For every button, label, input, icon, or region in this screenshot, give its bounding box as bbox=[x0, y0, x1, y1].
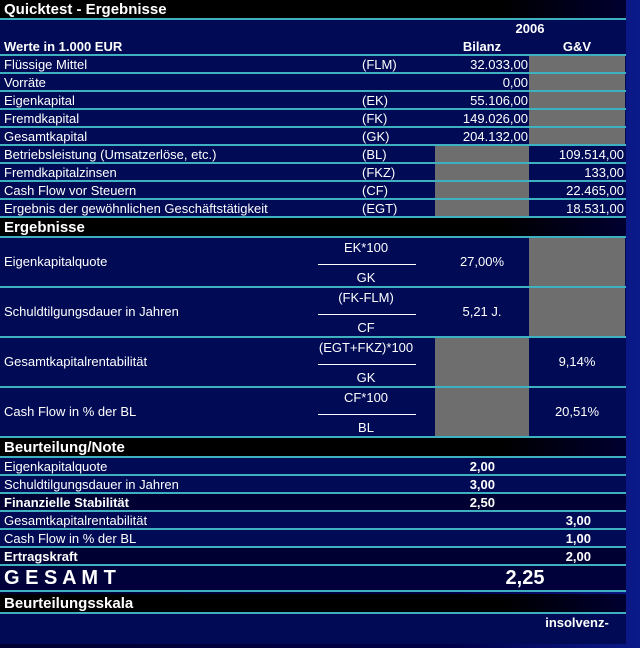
scale-row bbox=[0, 614, 626, 644]
rating-row bbox=[0, 494, 626, 512]
row-label: Fremdkapitalzinsen bbox=[4, 165, 117, 180]
input-row bbox=[0, 74, 626, 92]
fraction-line bbox=[318, 314, 416, 315]
input-row bbox=[0, 182, 626, 200]
bilanz-value: 0,00 bbox=[502, 75, 528, 90]
formula-denominator: GK bbox=[356, 270, 376, 285]
guv-value: 18.531,00 bbox=[566, 201, 624, 216]
row-abbr: (CF) bbox=[362, 183, 388, 198]
bilanz-value: 149.026,00 bbox=[462, 111, 528, 126]
rating-label: Gesamtkapitalrentabilität bbox=[4, 513, 148, 528]
guv-grade: 3,00 bbox=[565, 513, 591, 528]
rating-row bbox=[0, 476, 626, 494]
bilanz-value-empty bbox=[435, 182, 529, 198]
sheet-title: Quicktest - Ergebnisse bbox=[0, 0, 626, 20]
bilanz-value-empty bbox=[435, 146, 529, 162]
row-label: Vorräte bbox=[4, 75, 46, 90]
input-row bbox=[0, 146, 626, 164]
guv-value-empty bbox=[529, 128, 625, 144]
row-label: Eigenkapital bbox=[4, 93, 75, 108]
formula-numerator: EK*100 bbox=[343, 240, 389, 255]
result-label: Gesamtkapitalrentabilität bbox=[4, 354, 148, 369]
bilanz-grade-empty bbox=[435, 548, 529, 564]
scale-insolvent: insolvenz- bbox=[545, 615, 609, 630]
formula bbox=[316, 338, 416, 386]
rating-label: Ertragskraft bbox=[4, 549, 78, 564]
row-label: Flüssige Mittel bbox=[4, 57, 88, 72]
input-row bbox=[0, 92, 626, 110]
formula-numerator: CF*100 bbox=[343, 390, 389, 405]
result-row bbox=[0, 238, 626, 288]
results-title: Ergebnisse bbox=[0, 218, 626, 238]
guv-grade: 2,00 bbox=[565, 549, 591, 564]
input-row bbox=[0, 110, 626, 128]
row-abbr: (GK) bbox=[362, 129, 390, 144]
formula bbox=[316, 288, 416, 336]
result-row bbox=[0, 388, 626, 438]
rating-label: Cash Flow in % der BL bbox=[4, 531, 137, 546]
bilanz-grade-empty bbox=[435, 512, 529, 528]
bilanz-value-empty bbox=[435, 338, 529, 386]
guv-grade-empty bbox=[529, 494, 625, 510]
fraction-line bbox=[318, 364, 416, 365]
result-label: Cash Flow in % der BL bbox=[4, 404, 137, 419]
input-row bbox=[0, 56, 626, 74]
guv-grade-empty bbox=[529, 458, 625, 474]
bilanz-value: 32.033,00 bbox=[470, 57, 528, 72]
rating-row bbox=[0, 530, 626, 548]
bilanz-grade: 2,50 bbox=[469, 495, 495, 510]
result-row bbox=[0, 338, 626, 388]
year-row bbox=[0, 20, 626, 38]
bilanz-value: 204.132,00 bbox=[462, 129, 528, 144]
bilanz-value-empty bbox=[435, 388, 529, 436]
total-row bbox=[0, 566, 626, 592]
year-label: 2006 bbox=[515, 21, 545, 36]
row-abbr: (EGT) bbox=[362, 201, 398, 216]
formula-numerator: (FK-FLM) bbox=[338, 290, 394, 305]
fraction-line bbox=[318, 414, 416, 415]
col-bilanz: Bilanz bbox=[462, 39, 502, 54]
bilanz-value-empty bbox=[435, 164, 529, 180]
bilanz-value: 5,21 J. bbox=[462, 304, 502, 319]
rating-label: Finanzielle Stabilität bbox=[4, 495, 129, 510]
fraction-line bbox=[318, 264, 416, 265]
result-label: Eigenkapitalquote bbox=[4, 254, 108, 269]
row-abbr: (FLM) bbox=[362, 57, 397, 72]
row-abbr: (FKZ) bbox=[362, 165, 396, 180]
row-label: Cash Flow vor Steuern bbox=[4, 183, 137, 198]
bilanz-grade: 2,00 bbox=[469, 459, 495, 474]
guv-value: 109.514,00 bbox=[558, 147, 624, 162]
formula bbox=[316, 388, 416, 436]
bilanz-value-empty bbox=[435, 200, 529, 216]
bilanz-grade-empty bbox=[435, 530, 529, 546]
bilanz-value: 55.106,00 bbox=[470, 93, 528, 108]
formula-denominator: CF bbox=[357, 320, 375, 335]
rating-label: Eigenkapitalquote bbox=[4, 459, 108, 474]
guv-value-empty bbox=[529, 74, 625, 90]
guv-grade-empty bbox=[529, 476, 625, 492]
guv-value-empty bbox=[529, 288, 625, 336]
total-value: 2,25 bbox=[505, 567, 545, 589]
rating-label: Schuldtilgungsdauer in Jahren bbox=[4, 477, 179, 492]
formula-numerator: (EGT+FKZ)*100 bbox=[318, 340, 414, 355]
guv-value: 22.465,00 bbox=[566, 183, 624, 198]
row-label: Fremdkapital bbox=[4, 111, 80, 126]
guv-grade: 1,00 bbox=[565, 531, 591, 546]
rating-title: Beurteilung/Note bbox=[0, 438, 626, 458]
total-label: G E S A M T bbox=[4, 567, 116, 589]
rating-row bbox=[0, 512, 626, 530]
row-abbr: (FK) bbox=[362, 111, 388, 126]
guv-value-empty bbox=[529, 110, 625, 126]
formula-denominator: GK bbox=[356, 370, 376, 385]
guv-value: 9,14% bbox=[558, 354, 596, 369]
bilanz-grade: 3,00 bbox=[469, 477, 495, 492]
guv-value-empty bbox=[529, 56, 625, 72]
guv-value: 20,51% bbox=[554, 404, 600, 419]
input-row bbox=[0, 164, 626, 182]
rating-row bbox=[0, 548, 626, 566]
guv-value: 133,00 bbox=[584, 165, 624, 180]
result-row bbox=[0, 288, 626, 338]
formula bbox=[316, 238, 416, 286]
input-row bbox=[0, 128, 626, 146]
guv-value-empty bbox=[529, 92, 625, 108]
col-guv: G&V bbox=[562, 39, 592, 54]
unit-label: Werte in 1.000 EUR bbox=[4, 39, 123, 54]
column-header-row bbox=[0, 38, 626, 56]
result-label: Schuldtilgungsdauer in Jahren bbox=[4, 304, 179, 319]
row-abbr: (EK) bbox=[362, 93, 388, 108]
guv-value-empty bbox=[529, 238, 625, 286]
bilanz-value: 27,00% bbox=[459, 254, 505, 269]
scale-title: Beurteilungsskala bbox=[0, 594, 626, 614]
row-label: Gesamtkapital bbox=[4, 129, 88, 144]
row-abbr: (BL) bbox=[362, 147, 387, 162]
row-label: Ergebnis der gewöhnlichen Geschäftstätigkeit bbox=[4, 201, 268, 216]
formula-denominator: BL bbox=[358, 420, 374, 435]
input-row bbox=[0, 200, 626, 218]
rating-row bbox=[0, 458, 626, 476]
row-label: Betriebsleistung (Umsatzerlöse, etc.) bbox=[4, 147, 217, 162]
